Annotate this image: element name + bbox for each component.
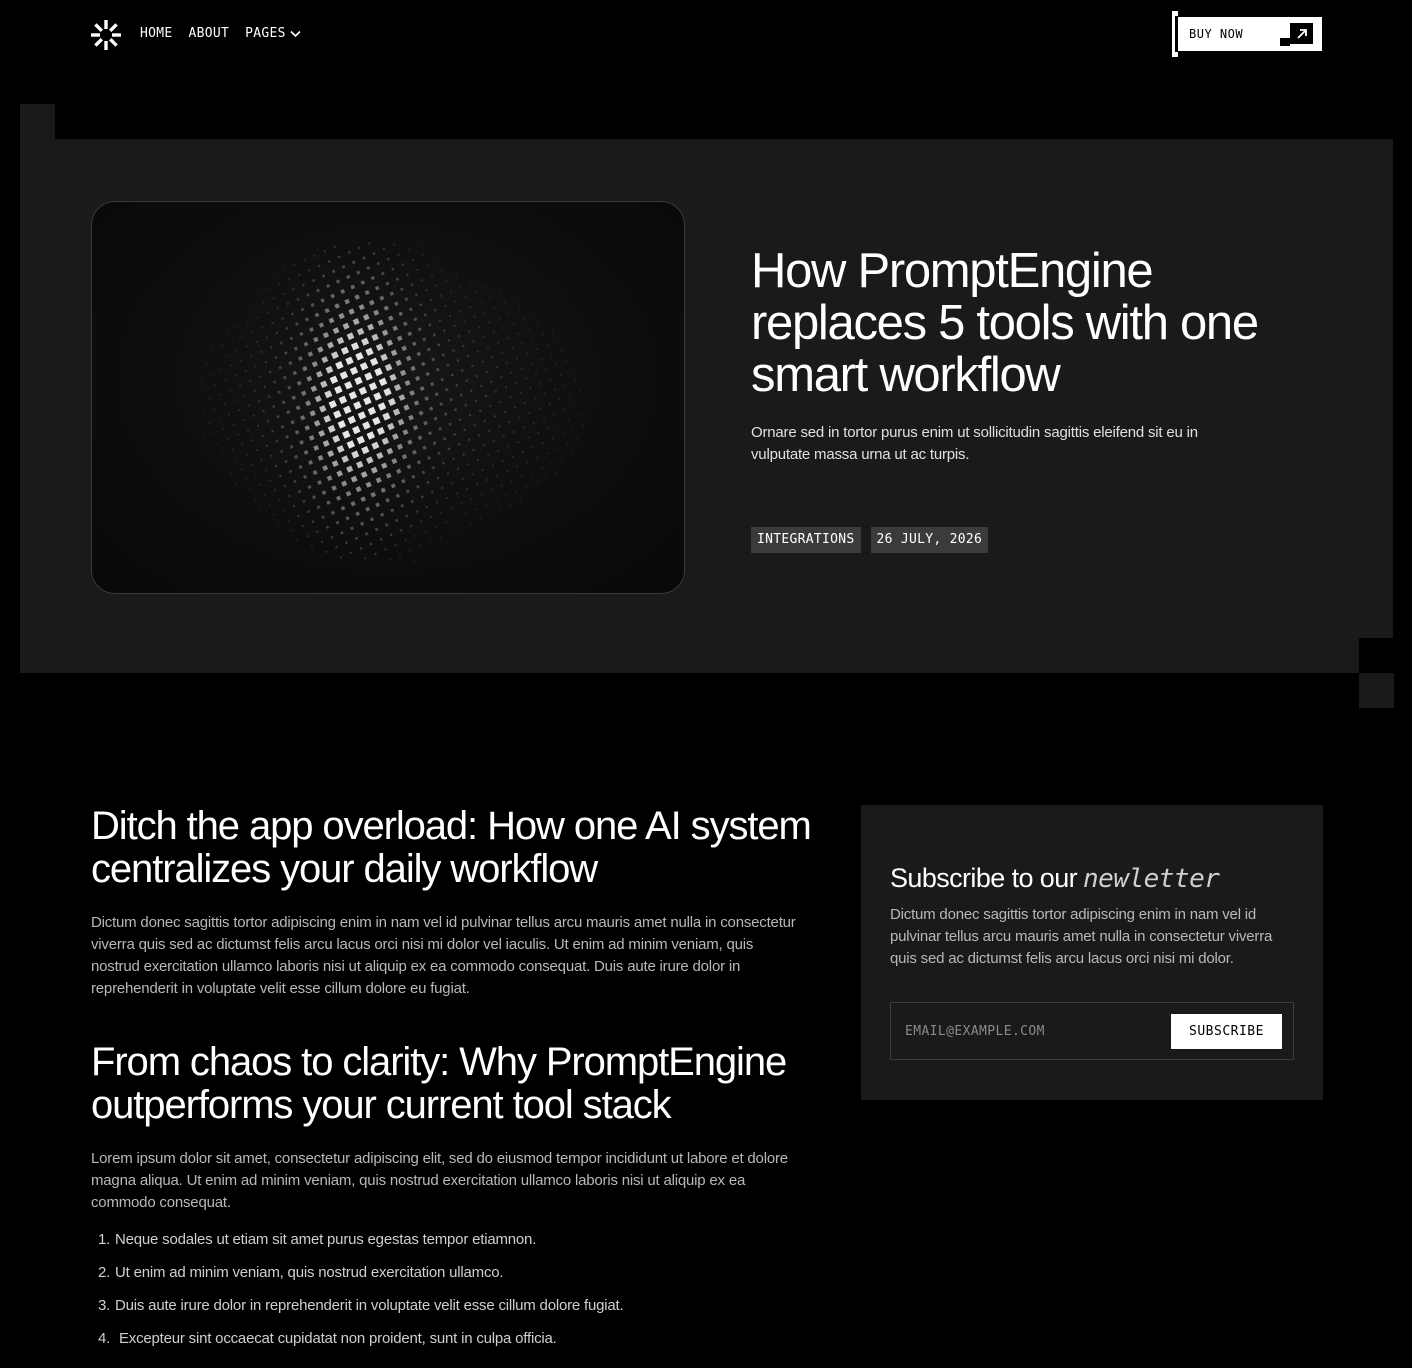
nav-home-label: HOME <box>140 26 173 41</box>
buy-now-button[interactable] <box>1178 17 1322 51</box>
list-item-number: 4. <box>98 1330 111 1347</box>
list-item-text: Neque sodales ut etiam sit amet purus egestas tempor etiamnon. <box>115 1231 537 1248</box>
nav-links <box>140 26 301 41</box>
buy-now-label: BUY NOW <box>1189 27 1244 41</box>
buy-button-bracket-left <box>1172 11 1175 57</box>
nav-about-link[interactable] <box>189 26 230 41</box>
newsletter-description: Dictum donec sagittis tortor adipiscing enim in nam vel id pulvinar tellus arcu mauris amet nulla in consectetur viverra quis sed ac dictumst felis arcu lacus orci nisi mi dolor. <box>890 906 1273 967</box>
section-2-body: Lorem ipsum dolor sit amet, consectetur adipiscing elit, sed do eiusmod tempor incididunt ut labore et dolore magna aliqua. Ut enim ad minim veniam, quis nostrud exercitation ullamco laboris nisi ut aliquip ex ea commodo consequat. <box>91 1150 788 1211</box>
date-tag: 26 JULY, 2026 <box>871 527 989 553</box>
buy-now-arrow-box <box>1290 23 1313 44</box>
newsletter-title-text: Subscribe to our <box>890 863 1078 893</box>
list-item <box>91 1262 831 1284</box>
list-item-text: Ut enim ad minim veniam, quis nostrud exercitation ullamco. <box>115 1264 504 1281</box>
list-item <box>91 1229 831 1251</box>
section-1-body: Dictum donec sagittis tortor adipiscing enim in nam vel id pulvinar tellus arcu mauris amet nulla in consectetur viverra quis sed ac dictumst felis arcu lacus orci nisi mi dolor vel iaculis. Ut enim ad minim veniam, quis nostrud exercitation ullamco laboris nisi ut aliquip ex ea commodo consequat. Duis aute irure dolor in reprehenderit in voluptate velit esse cillum dolore eu fugiat. <box>91 914 796 997</box>
featured-post-hero <box>20 139 1393 673</box>
top-navigation <box>0 0 1412 70</box>
halftone-dot-sphere-icon <box>92 202 684 593</box>
hero-image-halftone[interactable] <box>91 201 685 594</box>
email-input[interactable] <box>891 1003 1161 1059</box>
newsletter-title <box>890 863 1219 894</box>
list-item-number: 3. <box>98 1297 111 1314</box>
decorative-square-top-left <box>20 104 55 139</box>
ordered-list <box>91 1229 831 1350</box>
nav-pages-label: PAGES <box>245 26 286 41</box>
list-item-text: Duis aute irure dolor in reprehenderit in voluptate velit esse cillum dolore fugiat. <box>115 1297 624 1314</box>
chevron-down-icon <box>290 30 301 38</box>
newsletter-title-accent: newletter <box>1083 864 1220 894</box>
hero-corner-cut <box>1359 638 1394 673</box>
nav-about-label: ABOUT <box>188 26 230 41</box>
list-item-number: 2. <box>98 1264 111 1281</box>
list-item-text: Excepteur sint occaecat cupidatat non proident, sunt in culpa officia. <box>115 1330 557 1347</box>
list-item <box>91 1295 831 1317</box>
newsletter-card <box>861 805 1323 1100</box>
newsletter-form <box>890 1002 1294 1060</box>
hero-description: Ornare sed in tortor purus enim ut sollicitudin sagittis eleifend sit eu in vulputate massa urna ut ac turpis. <box>751 424 1198 463</box>
buy-button-corner-bottom <box>1172 52 1178 57</box>
hero-title[interactable]: How PromptEngine replaces 5 tools with one smart workflow <box>751 244 1258 402</box>
nav-pages-dropdown[interactable] <box>245 26 301 41</box>
list-item-number: 1. <box>98 1231 111 1248</box>
subscribe-button[interactable]: SUBSCRIBE <box>1171 1014 1282 1049</box>
section-2-title: From chaos to clarity: Why PromptEngine outperforms your current tool stack <box>91 1040 787 1127</box>
asterisk-burst-logo-icon[interactable] <box>90 19 122 51</box>
article-content <box>91 805 831 1361</box>
section-1-title: Ditch the app overload: How one AI system centralizes your daily workflow <box>91 804 811 891</box>
nav-home-link[interactable] <box>140 26 173 41</box>
decorative-square-bottom-right <box>1359 673 1394 708</box>
list-item <box>91 1328 831 1350</box>
category-tag[interactable]: INTEGRATIONS <box>751 527 861 553</box>
buy-arrow-notch <box>1280 38 1290 46</box>
hero-tags <box>751 527 988 553</box>
arrow-up-right-icon <box>1296 28 1308 40</box>
